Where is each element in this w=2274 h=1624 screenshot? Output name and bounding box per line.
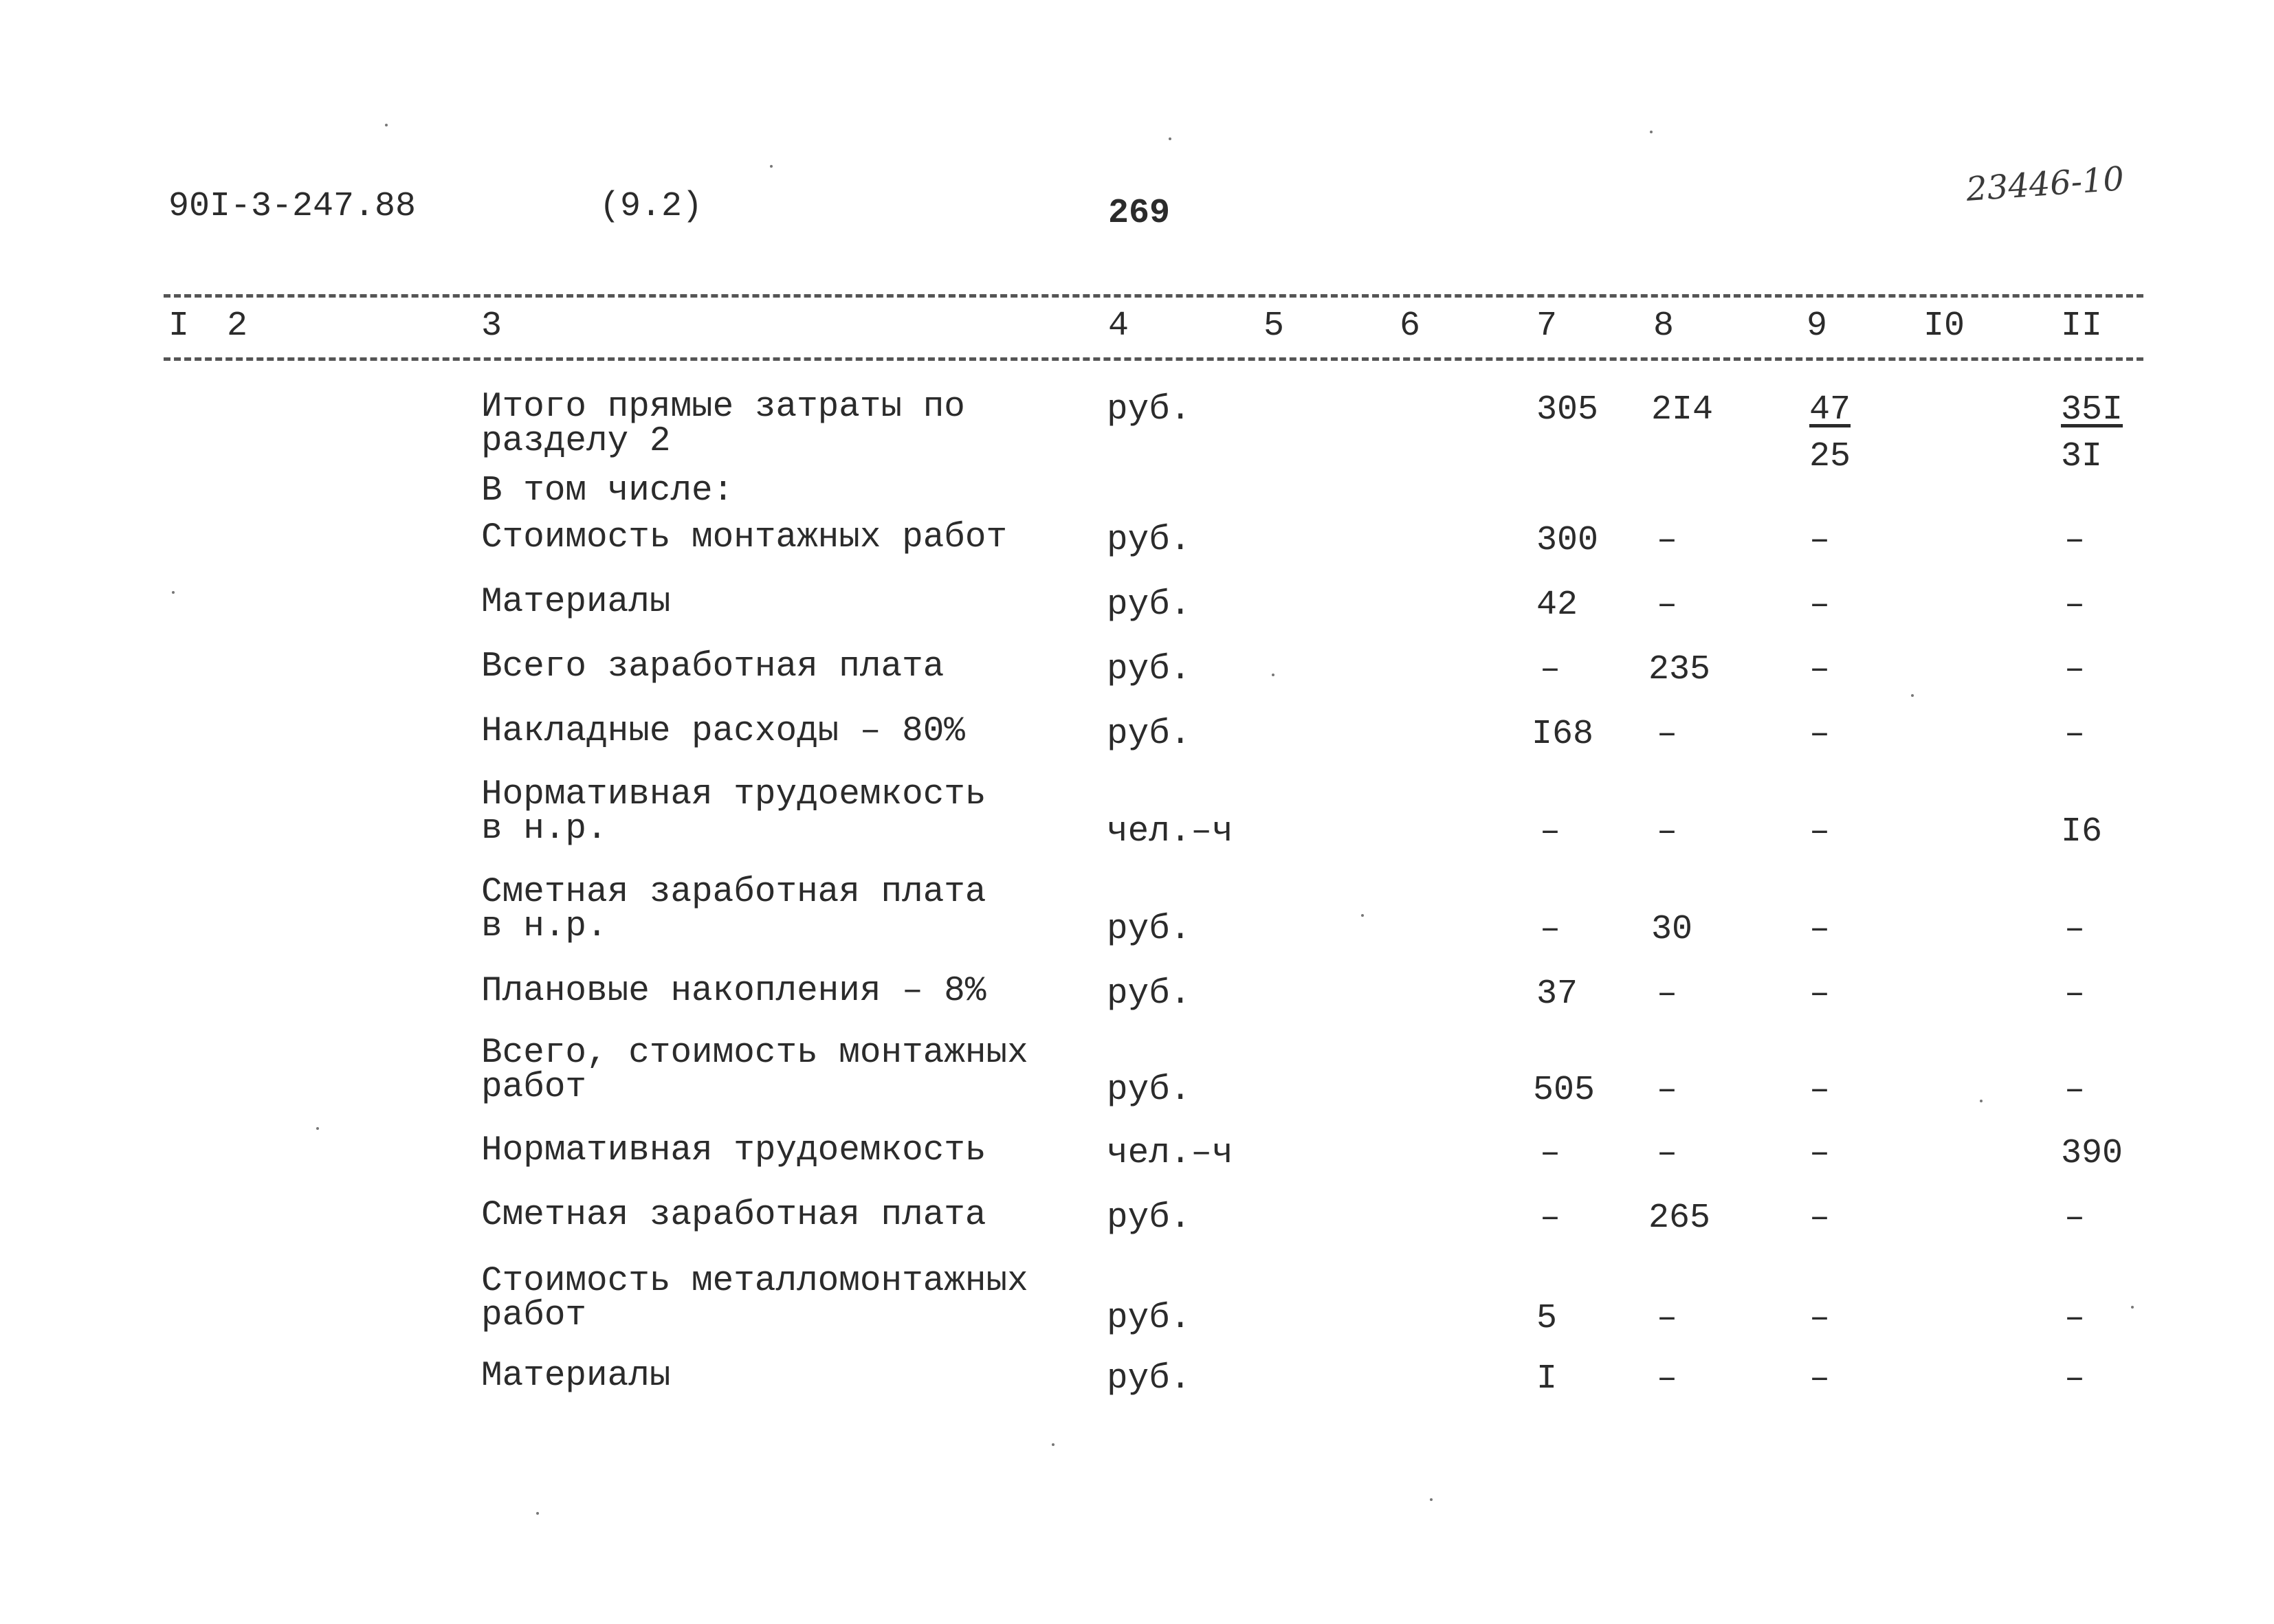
cell-col7: 37 xyxy=(1536,975,1578,1014)
col-header-10: I0 xyxy=(1923,307,1965,346)
cell-col11: – xyxy=(2064,1199,2086,1238)
row-label: Стоимость монтажных работ xyxy=(481,518,1008,557)
cell-col7: 5 xyxy=(1536,1299,1558,1338)
document-code: 90I-3-247.88 xyxy=(168,187,417,226)
row-unit: руб. xyxy=(1107,1199,1191,1238)
cell-col11: 390 xyxy=(2061,1134,2123,1173)
cell-col7: – xyxy=(1540,650,1561,689)
header-rule-top xyxy=(164,294,2143,298)
cell-col11: – xyxy=(2064,975,2086,1014)
cell-col8: – xyxy=(1657,586,1678,625)
cell-col9: – xyxy=(1809,1299,1831,1338)
cell-col11: – xyxy=(2064,715,2086,754)
cell-col7: 305 xyxy=(1536,390,1599,430)
cell-col9-numerator: 47 xyxy=(1809,390,1851,430)
row-unit: руб. xyxy=(1107,715,1191,754)
cell-col7: I68 xyxy=(1532,715,1594,754)
cell-col8: – xyxy=(1657,812,1678,852)
row-label: Итого прямые затраты по разделу 2 xyxy=(481,388,965,461)
cell-col11: – xyxy=(2064,521,2086,560)
cell-col11: – xyxy=(2064,910,2086,949)
row-unit: руб. xyxy=(1107,521,1191,560)
col-header-3: 3 xyxy=(481,307,503,346)
cell-col8: – xyxy=(1657,1359,1678,1399)
cell-col8: – xyxy=(1657,1299,1678,1338)
row-label: Нормативная трудоемкость xyxy=(481,1131,986,1170)
cell-col7: – xyxy=(1540,910,1561,949)
cell-col8: – xyxy=(1657,1071,1678,1110)
col-header-8: 8 xyxy=(1653,307,1675,346)
cell-col8: 2I4 xyxy=(1651,390,1714,430)
row-label: Материалы xyxy=(481,1357,671,1396)
row-label: Плановые накопления – 8% xyxy=(481,972,986,1011)
header-rule-bottom xyxy=(164,357,2143,361)
cell-col11: – xyxy=(2064,1359,2086,1399)
page-number: 269 xyxy=(1108,194,1171,233)
row-label: Материалы xyxy=(481,583,671,622)
row-unit: чел.–ч xyxy=(1107,1134,1233,1173)
cell-col9-denominator: 25 xyxy=(1809,437,1851,476)
row-label: Сметная заработная плата xyxy=(481,1196,986,1235)
col-header-4: 4 xyxy=(1108,307,1129,346)
col-header-9: 9 xyxy=(1807,307,1828,346)
cell-col8: – xyxy=(1657,975,1678,1014)
col-header-2: 2 xyxy=(227,307,248,346)
row-unit: руб. xyxy=(1107,975,1191,1014)
cell-col7: – xyxy=(1540,1134,1561,1173)
cell-col11-denominator: 3I xyxy=(2061,437,2103,476)
cell-col7: 505 xyxy=(1533,1071,1596,1110)
cell-col7: 42 xyxy=(1536,586,1578,625)
section-number: (9.2) xyxy=(599,187,703,226)
cell-col9: – xyxy=(1809,1071,1831,1110)
cell-col7: – xyxy=(1540,1199,1561,1238)
row-unit: чел.–ч xyxy=(1107,812,1233,852)
row-unit: руб. xyxy=(1107,1299,1191,1338)
cell-col11: – xyxy=(2064,1071,2086,1110)
row-label: Стоимость металломонтажных работ xyxy=(481,1262,1028,1335)
cell-col11: – xyxy=(2064,586,2086,625)
subheading-including: В том числе: xyxy=(481,471,734,511)
cell-col8: 30 xyxy=(1651,910,1693,949)
row-unit: руб. xyxy=(1107,650,1191,689)
cell-col9: – xyxy=(1809,715,1831,754)
cell-col9: – xyxy=(1809,1359,1831,1399)
col-header-1: I xyxy=(168,307,190,346)
cell-col9: – xyxy=(1809,812,1831,852)
row-label: Всего, стоимость монтажных работ xyxy=(481,1034,1028,1107)
cell-col9: – xyxy=(1809,586,1831,625)
col-header-6: 6 xyxy=(1400,307,1421,346)
cell-col9: – xyxy=(1809,1134,1831,1173)
cell-col8: – xyxy=(1657,715,1678,754)
cell-col11-numerator: 35I xyxy=(2061,390,2123,430)
row-unit: руб. xyxy=(1107,586,1191,625)
cell-col9: – xyxy=(1809,910,1831,949)
cell-col9: – xyxy=(1809,650,1831,689)
cell-col11: – xyxy=(2064,650,2086,689)
cell-col7: I xyxy=(1536,1359,1558,1399)
handwritten-reference: 23446-10 xyxy=(1965,159,2126,209)
cell-col8: 235 xyxy=(1648,650,1711,689)
row-label: Всего заработная плата xyxy=(481,647,945,687)
row-label: Накладные расходы – 80% xyxy=(481,712,965,751)
col-header-5: 5 xyxy=(1263,307,1285,346)
cell-col9: – xyxy=(1809,975,1831,1014)
cell-col8: – xyxy=(1657,1134,1678,1173)
cell-col11: I6 xyxy=(2061,812,2103,852)
col-header-7: 7 xyxy=(1536,307,1558,346)
cell-col11: – xyxy=(2064,1299,2086,1338)
cell-col8: – xyxy=(1657,521,1678,560)
row-unit: руб. xyxy=(1107,390,1191,430)
row-unit: руб. xyxy=(1107,1359,1191,1399)
col-header-11: II xyxy=(2061,307,2103,346)
cell-col8: 265 xyxy=(1648,1199,1711,1238)
row-label: Нормативная трудоемкость в н.р. xyxy=(481,775,986,849)
cell-col9: – xyxy=(1809,1199,1831,1238)
row-label: Сметная заработная плата в н.р. xyxy=(481,873,986,946)
row-unit: руб. xyxy=(1107,1071,1191,1110)
cell-col9: – xyxy=(1809,521,1831,560)
row-unit: руб. xyxy=(1107,910,1191,949)
cell-col7: – xyxy=(1540,812,1561,852)
cell-col7: 300 xyxy=(1536,521,1599,560)
